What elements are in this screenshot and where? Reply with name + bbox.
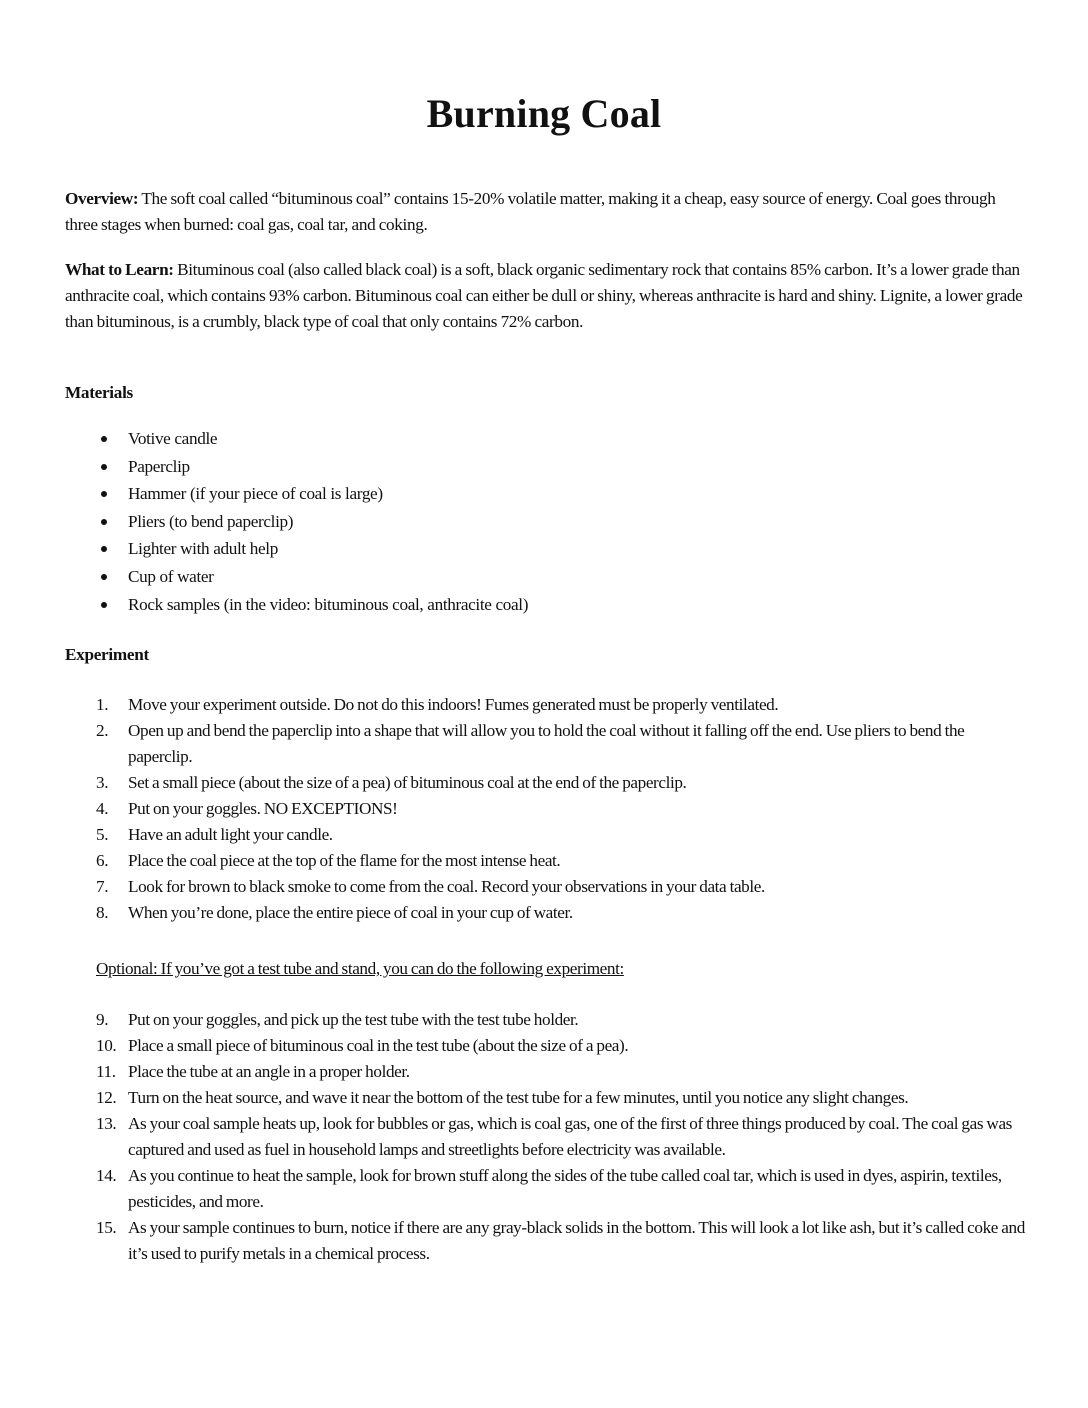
step-text: Set a small piece (about the size of a pea) of bituminous coal at the end of the paperclip. <box>128 773 687 792</box>
material-label: Hammer (if your piece of coal is large) <box>128 484 383 504</box>
experiment-heading: Experiment <box>65 645 149 664</box>
step-item <box>65 822 1030 848</box>
step-number: 11. <box>96 1062 116 1081</box>
overview-paragraph <box>65 186 1030 238</box>
bullet-icon <box>101 546 107 552</box>
step-text: Place the coal piece at the top of the flame for the most intense heat. <box>128 851 561 870</box>
step-item <box>65 1033 1030 1059</box>
step-item <box>65 1085 1030 1111</box>
optional-steps <box>65 1007 1030 1267</box>
bullet-icon <box>101 491 107 497</box>
what-to-learn-text: Bituminous coal (also called black coal) is a soft, black organic sedimentary rock that contains 85% carbon. It’s a lower grade than anthracite coal, which contains 93% carbon. Bituminous coal can either be dull or shiny, whereas anthracite is hard and shiny. Lignite, a lower grade than bituminous, is a crumbly, black type of coal that only contains 72% carbon. <box>65 260 1023 331</box>
step-number: 9. <box>96 1010 109 1029</box>
step-text: Have an adult light your candle. <box>128 825 333 844</box>
step-number: 2. <box>96 721 109 740</box>
step-text: Place a small piece of bituminous coal in the test tube (about the size of a pea). <box>128 1036 629 1055</box>
page-title: Burning Coal <box>426 91 662 136</box>
step-item <box>65 718 1030 770</box>
step-text: Put on your goggles, and pick up the test tube with the test tube holder. <box>128 1010 579 1029</box>
list-item <box>65 425 965 453</box>
step-number: 10. <box>96 1036 117 1055</box>
bullet-icon <box>101 464 107 470</box>
step-number: 13. <box>96 1114 117 1133</box>
step-item <box>65 770 1030 796</box>
step-number: 6. <box>96 851 109 870</box>
what-to-learn-label: What to Learn: <box>65 260 174 279</box>
step-text: Put on your goggles. NO EXCEPTIONS! <box>128 799 398 818</box>
step-item <box>65 1215 1030 1267</box>
step-number: 4. <box>96 799 109 818</box>
overview-text: The soft coal called “bituminous coal” contains 15-20% volatile matter, making it a cheap, easy source of energy. Coal goes through three stages when burned: coal gas, coal tar, and coking. <box>65 189 996 234</box>
step-text: Turn on the heat source, and wave it near the bottom of the test tube for a few minutes, until you notice any slight changes. <box>128 1088 909 1107</box>
step-number: 12. <box>96 1088 117 1107</box>
step-text: Open up and bend the paperclip into a shape that will allow you to hold the coal without it falling off the end. Use pliers to bend the paperclip. <box>128 721 965 766</box>
step-item <box>65 848 1030 874</box>
list-item <box>65 563 965 591</box>
material-label: Rock samples (in the video: bituminous coal, anthracite coal) <box>128 594 529 614</box>
step-text: Place the tube at an angle in a proper holder. <box>128 1062 410 1081</box>
list-item <box>65 508 965 536</box>
step-text: Look for brown to black smoke to come from the coal. Record your observations in your data table. <box>128 877 765 896</box>
material-label: Votive candle <box>128 429 218 448</box>
step-number: 15. <box>96 1218 117 1237</box>
material-label: Paperclip <box>128 456 190 476</box>
step-text: As your coal sample heats up, look for bubbles or gas, which is coal gas, one of the first of three things produced by coal. The coal gas was captured and used as fuel in household lamps and streetlights before electricity was available. <box>128 1114 1012 1159</box>
step-item <box>65 1163 1030 1215</box>
experiment-steps <box>65 692 1030 926</box>
material-label: Pliers (to bend paperclip) <box>128 511 294 531</box>
step-item <box>65 1007 1030 1033</box>
list-item <box>65 453 965 481</box>
step-number: 7. <box>96 877 109 896</box>
step-number: 1. <box>96 695 109 714</box>
step-item <box>65 1059 1030 1085</box>
material-label: Lighter with adult help <box>128 539 278 559</box>
materials-heading: Materials <box>65 383 133 402</box>
step-number: 8. <box>96 903 109 922</box>
materials-list <box>65 425 965 618</box>
bullet-icon <box>101 519 107 525</box>
list-item <box>65 535 965 563</box>
step-item <box>65 874 1030 900</box>
step-text: When you’re done, place the entire piece of coal in your cup of water. <box>128 903 573 922</box>
material-label: Cup of water <box>128 566 214 586</box>
optional-heading: Optional: If you’ve got a test tube and stand, you can do the following experiment: <box>96 959 624 978</box>
bullet-icon <box>101 436 107 442</box>
step-item <box>65 1111 1030 1163</box>
overview-label: Overview: <box>65 189 139 208</box>
step-number: 3. <box>96 773 109 792</box>
what-to-learn-paragraph <box>65 257 1030 335</box>
step-item <box>65 796 1030 822</box>
step-item <box>65 900 1030 926</box>
step-item <box>65 692 1030 718</box>
step-number: 14. <box>96 1166 117 1185</box>
list-item <box>65 591 965 619</box>
step-number: 5. <box>96 825 109 844</box>
step-text: As you continue to heat the sample, look for brown stuff along the sides of the tube called coal tar, which is used in dyes, aspirin, textiles, pesticides, and more. <box>128 1166 1002 1211</box>
bullet-icon <box>101 602 107 608</box>
step-text: As your sample continues to burn, notice if there are any gray-black solids in the bottom. This will look a lot like ash, but it’s called coke and it’s used to purify metals in a chemical process. <box>128 1218 1025 1263</box>
list-item <box>65 480 965 508</box>
step-text: Move your experiment outside. Do not do this indoors! Fumes generated must be properly ventilated. <box>128 695 779 714</box>
bullet-icon <box>101 574 107 580</box>
